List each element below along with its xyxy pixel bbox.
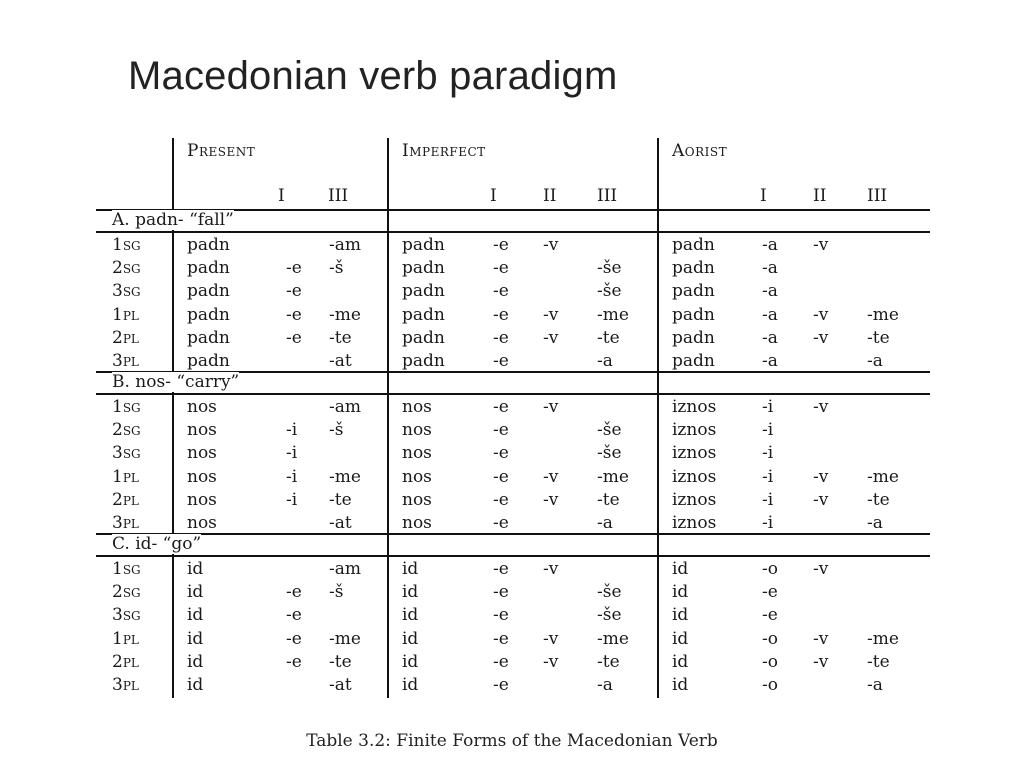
aorist-cell: -me <box>867 628 899 649</box>
imperfect-cell: padn <box>402 281 445 302</box>
present-cell: id <box>187 628 204 649</box>
aorist-cell: iznos <box>672 420 717 441</box>
aorist-cell: -v <box>813 628 829 649</box>
column-divider <box>657 138 659 698</box>
header-aorist: Aorist <box>672 141 728 161</box>
imperfect-cell: -e <box>493 675 509 695</box>
present-cell: nos <box>187 466 217 487</box>
present-cell: -e <box>286 582 302 603</box>
aorist-cell: -te <box>867 651 890 672</box>
present-cell: -i <box>286 489 298 510</box>
person-cell: 2pl <box>112 489 139 510</box>
aorist-cell: id <box>672 582 689 603</box>
present-cell: nos <box>187 420 217 441</box>
present-cell: -e <box>286 651 302 672</box>
table-caption: Table 3.2: Finite Forms of the Macedonian Verb <box>306 731 718 751</box>
subheader-aorist: II <box>813 186 827 206</box>
slide-title: Macedonian verb paradigm <box>128 54 618 98</box>
imperfect-cell: nos <box>402 466 432 487</box>
imperfect-cell: -e <box>493 651 509 672</box>
imperfect-cell: -e <box>493 351 509 371</box>
present-cell: -me <box>329 466 361 487</box>
present-cell: padn <box>187 281 230 302</box>
imperfect-cell: -te <box>597 489 620 510</box>
imperfect-cell: id <box>402 675 419 695</box>
aorist-cell: id <box>672 651 689 672</box>
imperfect-cell: -še <box>597 605 622 626</box>
subheader-aorist: III <box>867 186 888 206</box>
aorist-cell: padn <box>672 327 715 348</box>
aorist-cell: -i <box>762 420 774 441</box>
imperfect-cell: -v <box>543 628 559 649</box>
imperfect-cell: -me <box>597 466 629 487</box>
imperfect-cell: -e <box>493 628 509 649</box>
imperfect-cell: -e <box>493 443 509 464</box>
imperfect-cell: nos <box>402 489 432 510</box>
imperfect-cell: -e <box>493 281 509 302</box>
present-cell: -me <box>329 628 361 649</box>
present-cell: -e <box>286 605 302 626</box>
aorist-cell: -te <box>867 489 890 510</box>
present-cell: -š <box>329 258 344 279</box>
aorist-cell: -me <box>867 304 899 325</box>
present-cell: id <box>187 605 204 626</box>
imperfect-cell: -e <box>493 420 509 441</box>
aorist-cell: iznos <box>672 466 717 487</box>
person-cell: 1pl <box>112 304 139 325</box>
present-cell: -i <box>286 443 298 464</box>
aorist-cell: iznos <box>672 489 717 510</box>
present-cell: padn <box>187 327 230 348</box>
imperfect-cell: -v <box>543 559 559 579</box>
aorist-cell: iznos <box>672 513 717 533</box>
imperfect-cell: id <box>402 582 419 603</box>
imperfect-cell: nos <box>402 513 432 533</box>
person-cell: 3pl <box>112 675 139 695</box>
imperfect-cell: -e <box>493 258 509 279</box>
person-cell: 2pl <box>112 651 139 672</box>
table-rule <box>96 555 930 557</box>
imperfect-cell: -e <box>493 235 509 255</box>
present-cell: -at <box>329 675 352 695</box>
subheader-imperfect: III <box>597 186 618 206</box>
imperfect-cell: -v <box>543 235 559 255</box>
person-cell: 3sg <box>112 443 141 464</box>
aorist-cell: -v <box>813 466 829 487</box>
aorist-cell: -v <box>813 327 829 348</box>
present-cell: nos <box>187 397 217 417</box>
section-label: A. padn- “fall” <box>112 210 234 230</box>
person-cell: 3sg <box>112 605 141 626</box>
imperfect-cell: -e <box>493 304 509 325</box>
present-cell: -i <box>286 420 298 441</box>
imperfect-cell: -e <box>493 559 509 579</box>
imperfect-cell: -me <box>597 304 629 325</box>
subheader-present: III <box>328 186 349 206</box>
present-cell: -at <box>329 351 352 371</box>
aorist-cell: -a <box>762 304 778 325</box>
imperfect-cell: nos <box>402 397 432 417</box>
present-cell: id <box>187 582 204 603</box>
imperfect-cell: -še <box>597 281 622 302</box>
imperfect-cell: -e <box>493 605 509 626</box>
present-cell: -i <box>286 466 298 487</box>
imperfect-cell: -e <box>493 466 509 487</box>
present-cell: padn <box>187 304 230 325</box>
present-cell: -me <box>329 304 361 325</box>
present-cell: -am <box>329 235 361 255</box>
present-cell: -am <box>329 397 361 417</box>
aorist-cell: padn <box>672 235 715 255</box>
present-cell: nos <box>187 443 217 464</box>
person-cell: 3pl <box>112 513 139 533</box>
present-cell: nos <box>187 489 217 510</box>
imperfect-cell: id <box>402 559 419 579</box>
present-cell: -te <box>329 327 352 348</box>
person-cell: 1sg <box>112 397 141 417</box>
section-label: B. nos- “carry” <box>112 372 240 392</box>
table-rule <box>96 393 930 395</box>
present-cell: -e <box>286 304 302 325</box>
aorist-cell: id <box>672 628 689 649</box>
imperfect-cell: padn <box>402 327 445 348</box>
person-cell: 1pl <box>112 628 139 649</box>
aorist-cell: -i <box>762 489 774 510</box>
aorist-cell: -i <box>762 397 774 417</box>
aorist-cell: -a <box>762 258 778 279</box>
aorist-cell: iznos <box>672 443 717 464</box>
aorist-cell: -i <box>762 513 774 533</box>
imperfect-cell: nos <box>402 420 432 441</box>
present-cell: -e <box>286 281 302 302</box>
imperfect-cell: -a <box>597 513 613 533</box>
aorist-cell: id <box>672 605 689 626</box>
aorist-cell: -v <box>813 559 829 579</box>
aorist-cell: id <box>672 559 689 579</box>
table-rule <box>96 533 930 535</box>
person-cell: 3pl <box>112 351 139 371</box>
imperfect-cell: id <box>402 605 419 626</box>
present-cell: -te <box>329 489 352 510</box>
aorist-cell: -a <box>867 351 883 371</box>
imperfect-cell: padn <box>402 258 445 279</box>
present-cell: id <box>187 651 204 672</box>
present-cell: -e <box>286 628 302 649</box>
aorist-cell: -me <box>867 466 899 487</box>
subheader-aorist: I <box>760 186 767 206</box>
person-cell: 2sg <box>112 420 141 441</box>
aorist-cell: -o <box>762 675 778 695</box>
person-cell: 3sg <box>112 281 141 302</box>
imperfect-cell: -v <box>543 651 559 672</box>
present-cell: id <box>187 675 204 695</box>
aorist-cell: -o <box>762 628 778 649</box>
imperfect-cell: -e <box>493 513 509 533</box>
imperfect-cell: -e <box>493 489 509 510</box>
person-cell: 2sg <box>112 258 141 279</box>
aorist-cell: padn <box>672 258 715 279</box>
imperfect-cell: -v <box>543 489 559 510</box>
imperfect-cell: -e <box>493 582 509 603</box>
aorist-cell: -a <box>762 235 778 255</box>
imperfect-cell: id <box>402 628 419 649</box>
aorist-cell: -e <box>762 605 778 626</box>
aorist-cell: id <box>672 675 689 695</box>
aorist-cell: -a <box>762 281 778 302</box>
aorist-cell: padn <box>672 351 715 371</box>
imperfect-cell: -v <box>543 304 559 325</box>
subheader-present: I <box>278 186 285 206</box>
aorist-cell: -v <box>813 651 829 672</box>
subheader-imperfect: I <box>490 186 497 206</box>
imperfect-cell: padn <box>402 304 445 325</box>
aorist-cell: -a <box>762 327 778 348</box>
present-cell: -e <box>286 258 302 279</box>
present-cell: id <box>187 559 204 579</box>
person-cell: 1sg <box>112 559 141 579</box>
aorist-cell: padn <box>672 281 715 302</box>
section-label: C. id- “go” <box>112 534 202 554</box>
subheader-imperfect: II <box>543 186 557 206</box>
present-cell: padn <box>187 235 230 255</box>
imperfect-cell: -še <box>597 443 622 464</box>
imperfect-cell: -v <box>543 397 559 417</box>
present-cell: -am <box>329 559 361 579</box>
aorist-cell: -i <box>762 466 774 487</box>
person-cell: 2pl <box>112 327 139 348</box>
present-cell: -e <box>286 327 302 348</box>
imperfect-cell: -me <box>597 628 629 649</box>
imperfect-cell: -v <box>543 327 559 348</box>
aorist-cell: -v <box>813 304 829 325</box>
aorist-cell: -i <box>762 443 774 464</box>
aorist-cell: -te <box>867 327 890 348</box>
aorist-cell: -e <box>762 582 778 603</box>
imperfect-cell: -v <box>543 466 559 487</box>
aorist-cell: iznos <box>672 397 717 417</box>
aorist-cell: -v <box>813 489 829 510</box>
column-divider <box>387 138 389 698</box>
person-cell: 1pl <box>112 466 139 487</box>
header-imperfect: Imperfect <box>402 141 486 161</box>
person-cell: 2sg <box>112 582 141 603</box>
imperfect-cell: padn <box>402 351 445 371</box>
aorist-cell: -o <box>762 651 778 672</box>
imperfect-cell: -še <box>597 258 622 279</box>
aorist-cell: -a <box>762 351 778 371</box>
imperfect-cell: padn <box>402 235 445 255</box>
present-cell: padn <box>187 258 230 279</box>
present-cell: nos <box>187 513 217 533</box>
header-present: Present <box>187 141 256 161</box>
present-cell: -š <box>329 582 344 603</box>
present-cell: padn <box>187 351 230 371</box>
imperfect-cell: -a <box>597 675 613 695</box>
imperfect-cell: -te <box>597 327 620 348</box>
imperfect-cell: -te <box>597 651 620 672</box>
aorist-cell: -a <box>867 675 883 695</box>
present-cell: -te <box>329 651 352 672</box>
aorist-cell: -v <box>813 235 829 255</box>
present-cell: -š <box>329 420 344 441</box>
person-cell: 1sg <box>112 235 141 255</box>
table-rule <box>96 231 930 233</box>
imperfect-cell: -še <box>597 420 622 441</box>
imperfect-cell: -e <box>493 397 509 417</box>
aorist-cell: padn <box>672 304 715 325</box>
imperfect-cell: nos <box>402 443 432 464</box>
aorist-cell: -o <box>762 559 778 579</box>
imperfect-cell: -e <box>493 327 509 348</box>
imperfect-cell: -a <box>597 351 613 371</box>
aorist-cell: -a <box>867 513 883 533</box>
imperfect-cell: id <box>402 651 419 672</box>
imperfect-cell: -še <box>597 582 622 603</box>
present-cell: -at <box>329 513 352 533</box>
aorist-cell: -v <box>813 397 829 417</box>
